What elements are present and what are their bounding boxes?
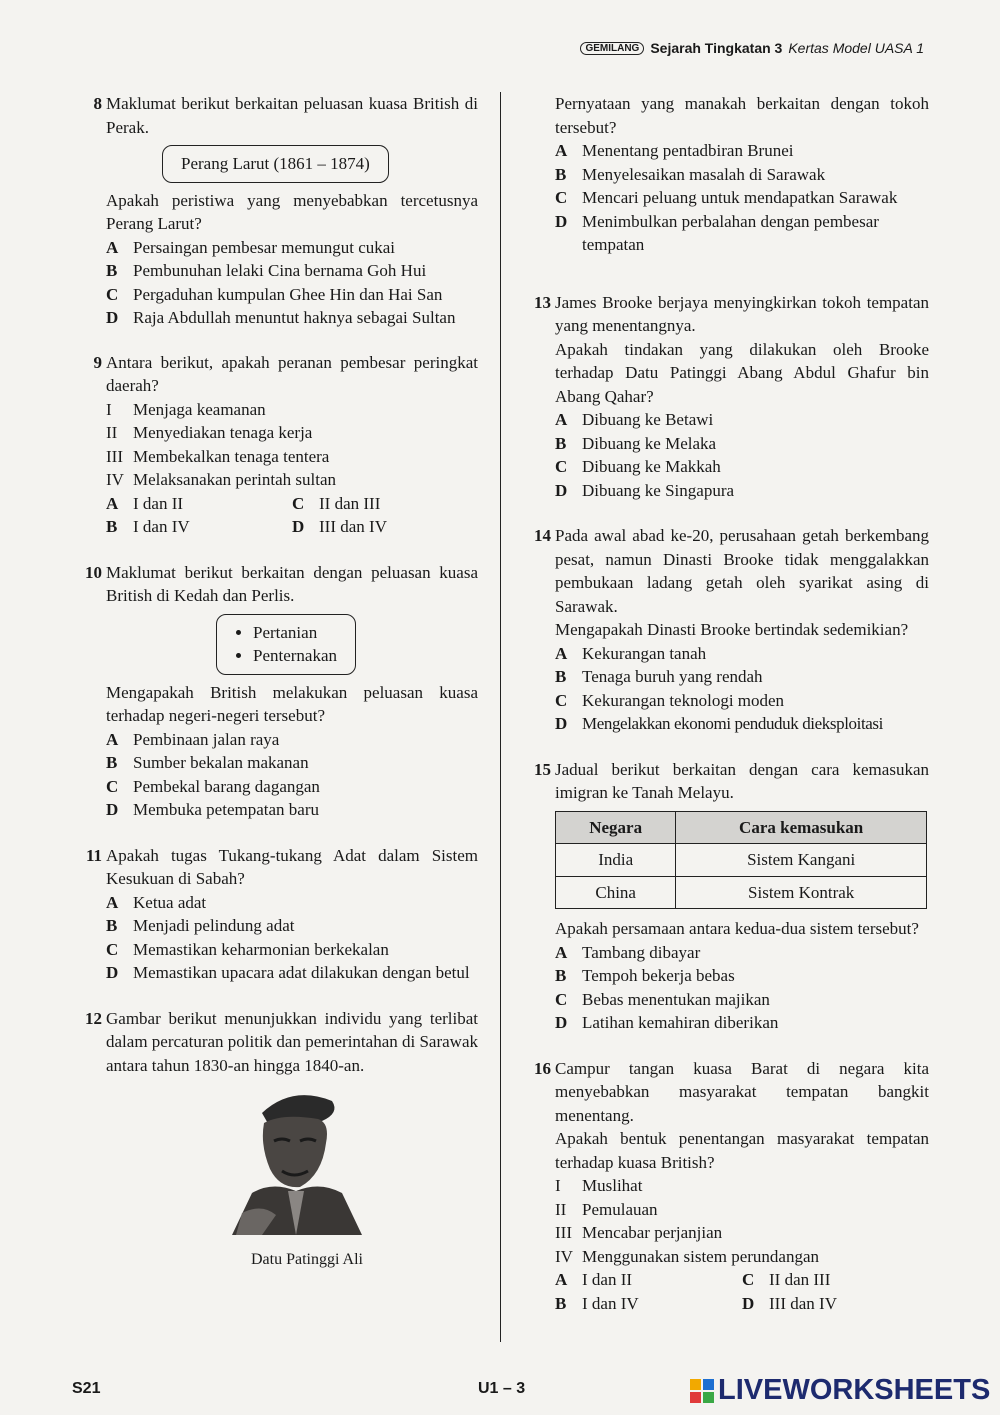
question-12-continued [521, 92, 929, 257]
footer-code: S21 [72, 1380, 101, 1397]
statement-i: I Menjaga keamanan [106, 399, 266, 419]
question-stem: Jadual berikut berkaitan dengan cara kemasukan imigran ke Tanah Melayu. [555, 759, 929, 802]
question-stem: Maklumat berikut berkaitan dengan peluasan kuasa British di Kedah dan Perlis. [106, 562, 478, 605]
question-stem: Apakah tugas Tukang-tukang Adat dalam Sistem Kesukuan di Sabah? [106, 845, 478, 888]
table-cell: Sistem Kangani [676, 844, 927, 877]
left-column [72, 92, 478, 1271]
question-number: 14 [534, 526, 551, 545]
question-stem: James Brooke berjaya menyingkirkan tokoh tempatan yang menentangnya. [555, 292, 929, 335]
option-a[interactable]: A Pembinaan jalan raya [106, 729, 280, 749]
info-box [216, 614, 356, 675]
watermark-text: LIVEWORKSHEETS [718, 1374, 991, 1406]
question-number: 13 [534, 292, 551, 312]
table-header: Negara [556, 811, 676, 844]
option-a[interactable]: A I dan II [555, 1270, 633, 1289]
footer-page-number: U1 – 3 [478, 1380, 526, 1397]
question-10 [72, 561, 478, 822]
question-11 [72, 844, 478, 985]
statement-iii: III Mencabar perjanjian [555, 1223, 723, 1242]
question-13 [521, 291, 929, 503]
option-a[interactable]: A Menentang pentadbiran Brunei [555, 141, 794, 160]
subject-title: Sejarah Tingkatan 3 [650, 40, 783, 56]
portrait-image [222, 1083, 372, 1235]
option-d[interactable]: D Mengelakkan ekonomi penduduk dieksploitasi [555, 714, 883, 733]
info-bullet: • Penternakan [253, 644, 337, 668]
question-stem: Campur tangan kuasa Barat di negara kita menyebabkan masyarakat tempatan bangkit menentang. [555, 1058, 929, 1125]
option-b[interactable]: B Sumber bekalan makanan [106, 753, 309, 772]
option-d[interactable]: D Menimbulkan perbalahan dengan pembesar tempatan [555, 211, 879, 254]
question-ask: Apakah bentuk penentangan masyarakat tempatan terhadap kuasa British? [555, 1129, 929, 1172]
right-column [521, 92, 929, 1315]
page-header [580, 40, 924, 56]
publisher-logo: GEMILANG [580, 42, 644, 55]
question-number: 15 [534, 759, 551, 779]
portrait-caption: Datu Patinggi Ali [251, 1250, 363, 1268]
option-a[interactable]: A Kekurangan tanah [555, 643, 707, 663]
question-14 [521, 524, 929, 736]
table-cell: India [556, 844, 676, 877]
question-16 [521, 1057, 929, 1316]
question-number: 8 [93, 94, 102, 113]
question-stem: Maklumat berikut berkaitan peluasan kuasa British di Perak. [106, 94, 478, 137]
option-b[interactable]: B Tempoh bekerja bebas [555, 966, 735, 985]
option-c[interactable]: C Pergaduhan kumpulan Ghee Hin dan Hai San [106, 284, 443, 304]
option-c[interactable]: C Bebas menentukan majikan [555, 989, 770, 1009]
immigration-table [555, 811, 927, 910]
option-a[interactable]: A Ketua adat [106, 892, 207, 912]
option-d[interactable]: D Membuka petempatan baru [106, 800, 319, 819]
option-c[interactable]: C Pembekal barang dagangan [106, 776, 320, 796]
question-ask: Apakah persamaan antara kedua-dua sistem tersebut? [555, 919, 919, 938]
table-cell: Sistem Kontrak [676, 876, 927, 909]
option-c[interactable]: C II dan III [742, 1270, 831, 1289]
table-row [556, 844, 927, 877]
question-ask: Mengapakah Dinasti Brooke bertindak sedemikian? [555, 620, 909, 639]
option-d[interactable]: D Raja Abdullah menuntut haknya sebagai Sultan [106, 308, 456, 327]
option-b[interactable]: B I dan IV [555, 1293, 639, 1313]
option-b[interactable]: B I dan IV [106, 517, 190, 536]
question-number: 11 [85, 845, 102, 865]
question-number: 16 [534, 1058, 551, 1078]
option-d[interactable]: D Memastikan upacara adat dilakukan dengan betul [106, 963, 470, 982]
question-15 [521, 758, 929, 1035]
question-number: 10 [85, 562, 102, 582]
question-number: 9 [93, 352, 102, 372]
statement-i: I Muslihat [555, 1176, 643, 1195]
option-d[interactable]: D Dibuang ke Singapura [555, 480, 735, 500]
question-ask: Pernyataan yang manakah berkaitan dengan tokoh tersebut? [555, 94, 929, 137]
option-d[interactable]: D III dan IV [742, 1293, 837, 1313]
question-ask: Apakah peristiwa yang menyebabkan tercetusnya Perang Larut? [106, 190, 478, 233]
info-box-text: Perang Larut (1861 – 1874) [181, 154, 370, 173]
option-c[interactable]: C Mencari peluang untuk mendapatkan Sarawak [555, 188, 898, 207]
option-a[interactable]: A Dibuang ke Betawi [555, 410, 714, 429]
column-divider [500, 92, 501, 1342]
option-c[interactable]: C Dibuang ke Makkah [555, 457, 721, 476]
option-c[interactable]: C II dan III [292, 493, 381, 513]
question-ask: Mengapakah British melakukan peluasan kuasa terhadap negeri-negeri tersebut? [106, 682, 478, 725]
liveworksheets-watermark[interactable] [690, 1374, 990, 1407]
question-8 [72, 92, 478, 330]
option-a[interactable]: A I dan II [106, 493, 184, 513]
option-b[interactable]: B Dibuang ke Melaka [555, 433, 717, 453]
table-cell: China [556, 876, 676, 909]
option-b[interactable]: B Tenaga buruh yang rendah [555, 667, 763, 686]
table-header: Cara kemasukan [676, 811, 927, 844]
statement-ii: II Menyediakan tenaga kerja [106, 423, 313, 442]
question-stem: Antara berikut, apakah peranan pembesar peringkat daerah? [106, 352, 478, 395]
liveworksheets-logo-icon [690, 1379, 714, 1403]
option-b[interactable]: B Menjadi pelindung adat [106, 916, 295, 935]
table-row [556, 876, 927, 909]
statement-iii: III Membekalkan tenaga tentera [106, 446, 330, 466]
option-b[interactable]: B Pembunuhan lelaki Cina bernama Goh Hui [106, 261, 427, 280]
option-c[interactable]: C Memastikan keharmonian berkekalan [106, 939, 389, 959]
statement-ii: II Pemulauan [555, 1199, 658, 1219]
info-bullet: • Pertanian [253, 621, 337, 645]
question-12 [72, 1007, 478, 1272]
option-d[interactable]: D III dan IV [292, 517, 387, 536]
option-a[interactable]: A Persaingan pembesar memungut cukai [106, 237, 396, 257]
question-9 [72, 351, 478, 539]
statement-iv: IV Melaksanakan perintah sultan [106, 470, 336, 489]
statement-iv: IV Menggunakan sistem perundangan [555, 1246, 819, 1266]
question-stem: Gambar berikut menunjukkan individu yang terlibat dalam percaturan politik dan pemerintahan di Sarawak antara tahun 1830-an hingga 1840-an. [106, 1008, 478, 1075]
option-d[interactable]: D Latihan kemahiran diberikan [555, 1013, 779, 1032]
paper-title: Kertas Model UASA 1 [788, 40, 924, 56]
question-stem: Pada awal abad ke-20, perusahaan getah berkembang pesat, namun Dinasti Brooke tidak menggalakkan pembukaan ladang getah oleh syarikat asing di Sarawak. [555, 526, 929, 616]
question-number: 12 [85, 1008, 102, 1028]
info-box [162, 145, 389, 183]
question-ask: Apakah tindakan yang dilakukan oleh Brooke terhadap Datu Patinggi Abang Abdul Ghafur bin Abang Qahar? [555, 339, 929, 406]
option-b[interactable]: B Menyelesaikan masalah di Sarawak [555, 164, 826, 184]
option-c[interactable]: C Kekurangan teknologi moden [555, 690, 785, 710]
option-a[interactable]: A Tambang dibayar [555, 942, 701, 962]
